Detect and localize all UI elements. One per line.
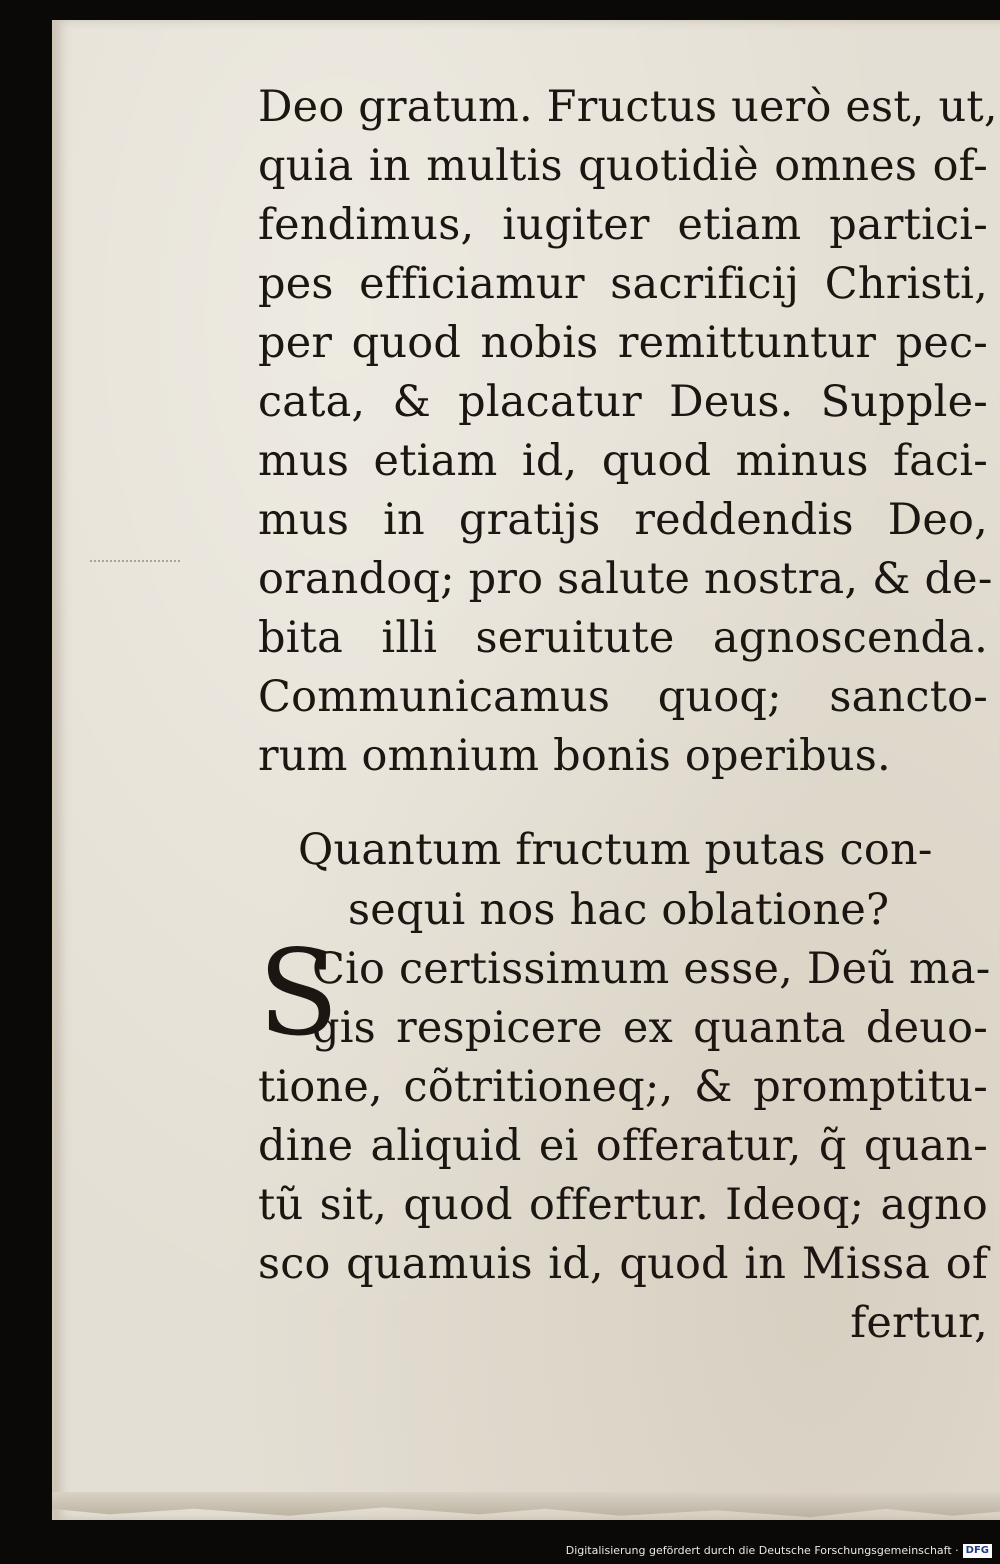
digitization-credit	[566, 1542, 992, 1560]
page-text	[258, 78, 998, 1353]
margin-smudge	[90, 560, 180, 568]
drop-cap: S	[258, 924, 340, 1062]
dfg-logo: DFG	[963, 1544, 992, 1558]
answer-line-2: gis respicere ex quanta deuo-	[312, 1003, 988, 1053]
section-gap	[258, 786, 988, 820]
answer-line-5: tũ sit, quod offertur. Ideoq; agno	[258, 1180, 988, 1230]
body-line-3: fendimus, iugiter etiam partici-	[258, 200, 988, 250]
body-line-7: mus etiam id, quod minus faci-	[258, 436, 988, 486]
question-line-1: Quantum fructum putas con-	[298, 825, 933, 875]
body-line-5: per quod nobis remittuntur pec-	[258, 318, 988, 368]
credit-text: Digitalisierung gefördert durch die Deutsche Forschungsgemeinschaft ·	[565, 1544, 959, 1557]
body-line-12: rum omnium bonis operibus.	[258, 731, 891, 781]
body-line-6: cata, & placatur Deus. Supple-	[258, 377, 988, 427]
body-line-10: bita illi seruitute agnoscenda.	[258, 613, 988, 663]
catchword: fertur,	[850, 1298, 988, 1348]
answer-line-1: Cio certissimum esse, Deũ ma-	[312, 944, 991, 994]
body-line-9: orandoq; pro salute nostra, & de-	[258, 554, 993, 604]
body-line-8: mus in gratijs reddendis Deo,	[258, 495, 988, 545]
answer-line-6: sco quamuis id, quod in Missa of	[258, 1239, 988, 1289]
answer-line-4: dine aliquid ei offeratur, q̃ quan-	[258, 1121, 988, 1171]
body-line-11: Communicamus quoq; sancto-	[258, 672, 988, 722]
question-line-2: sequi nos hac oblatione?	[348, 885, 890, 935]
body-line-1: Deo gratum. Fructus uerò est, ut,	[258, 82, 998, 132]
body-line-2: quia in multis quotidiè omnes of-	[258, 141, 988, 191]
answer-line-3: tione, cõtritioneq;, & promptitu-	[258, 1062, 988, 1112]
body-line-4: pes efficiamur sacrificij Christi,	[258, 259, 988, 309]
